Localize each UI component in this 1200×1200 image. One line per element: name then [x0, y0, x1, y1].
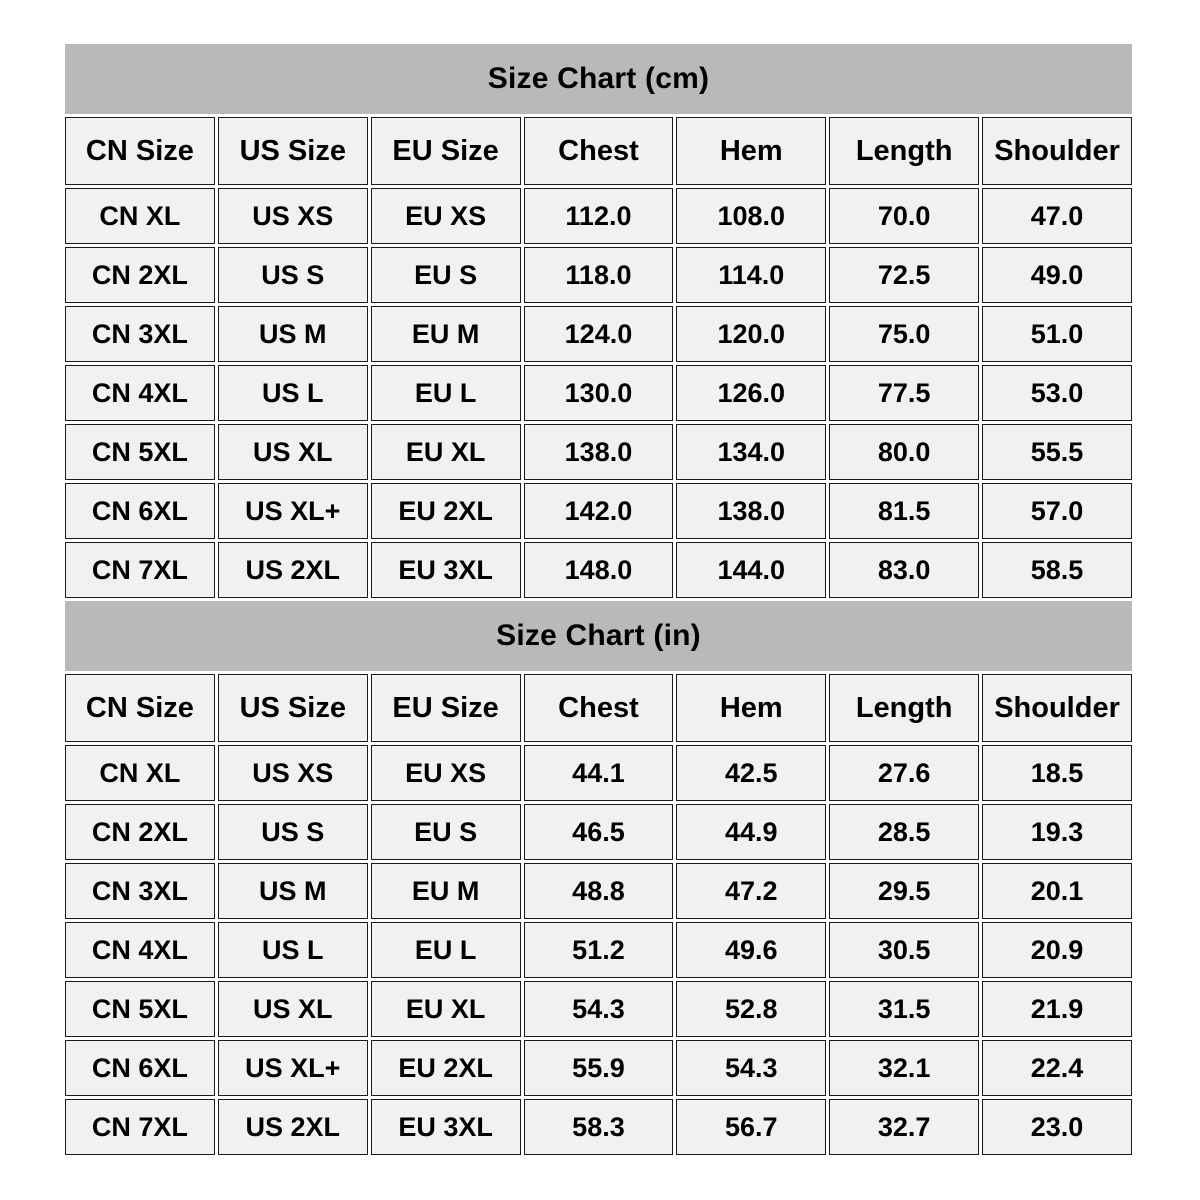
table-cell: 134.0: [676, 424, 826, 480]
table-cell: 29.5: [829, 863, 979, 919]
table-cell: 54.3: [524, 981, 674, 1037]
table-row: [65, 863, 1132, 919]
table-cell: CN 2XL: [65, 247, 215, 303]
table-cell: 77.5: [829, 365, 979, 421]
table-cell: 138.0: [676, 483, 826, 539]
table-row: [65, 1099, 1132, 1155]
table-cell: 32.7: [829, 1099, 979, 1155]
table-cell: 52.8: [676, 981, 826, 1037]
table-row: [65, 247, 1132, 303]
table-cell: 44.1: [524, 745, 674, 801]
header-row-in: [65, 674, 1132, 742]
table-cell: 58.5: [982, 542, 1132, 598]
table-cell: EU XS: [371, 188, 521, 244]
table-cell: EU L: [371, 365, 521, 421]
table-cell: 30.5: [829, 922, 979, 978]
table-cell: US L: [218, 365, 368, 421]
table-row: [65, 804, 1132, 860]
table-cell: 70.0: [829, 188, 979, 244]
table-cell: EU 2XL: [371, 1040, 521, 1096]
header-row-cm: [65, 117, 1132, 185]
table-cell: 72.5: [829, 247, 979, 303]
table-cell: 56.7: [676, 1099, 826, 1155]
table-cell: CN 3XL: [65, 863, 215, 919]
table-cell: CN XL: [65, 745, 215, 801]
table-cell: 108.0: [676, 188, 826, 244]
table-cell: US XS: [218, 188, 368, 244]
table-cell: 142.0: [524, 483, 674, 539]
table-cell: EU 3XL: [371, 1099, 521, 1155]
column-header-shoulder: Shoulder: [982, 117, 1132, 185]
table-title-in: Size Chart (in): [65, 601, 1132, 671]
table-cell: 47.2: [676, 863, 826, 919]
table-cell: 81.5: [829, 483, 979, 539]
table-cell: 22.4: [982, 1040, 1132, 1096]
table-cell: 20.9: [982, 922, 1132, 978]
table-cell: CN XL: [65, 188, 215, 244]
table-cell: EU M: [371, 863, 521, 919]
table-cell: US S: [218, 804, 368, 860]
table-cell: 138.0: [524, 424, 674, 480]
table-cell: CN 7XL: [65, 542, 215, 598]
table-cell: 31.5: [829, 981, 979, 1037]
column-header-hem: Hem: [676, 117, 826, 185]
table-cell: 55.9: [524, 1040, 674, 1096]
table-cell: CN 6XL: [65, 483, 215, 539]
table-cell: CN 7XL: [65, 1099, 215, 1155]
table-cell: 49.6: [676, 922, 826, 978]
table-cell: US M: [218, 863, 368, 919]
table-cell: US M: [218, 306, 368, 362]
table-cell: 51.0: [982, 306, 1132, 362]
table-row: [65, 424, 1132, 480]
table-cell: 46.5: [524, 804, 674, 860]
column-header-eu-size: EU Size: [371, 117, 521, 185]
column-header-chest: Chest: [524, 674, 674, 742]
column-header-shoulder: Shoulder: [982, 674, 1132, 742]
size-chart-table: [62, 41, 1135, 1158]
table-cell: 19.3: [982, 804, 1132, 860]
table-row: [65, 981, 1132, 1037]
title-row-cm: [65, 44, 1132, 114]
table-cell: 57.0: [982, 483, 1132, 539]
table-cell: US XL+: [218, 483, 368, 539]
column-header-us-size: US Size: [218, 674, 368, 742]
table-cell: 47.0: [982, 188, 1132, 244]
table-cell: 58.3: [524, 1099, 674, 1155]
table-cell: 83.0: [829, 542, 979, 598]
table-cell: CN 4XL: [65, 365, 215, 421]
table-title-cm: Size Chart (cm): [65, 44, 1132, 114]
table-cell: US XL+: [218, 1040, 368, 1096]
table-cell: EU L: [371, 922, 521, 978]
table-cell: 21.9: [982, 981, 1132, 1037]
table-cell: US 2XL: [218, 1099, 368, 1155]
table-row: [65, 922, 1132, 978]
column-header-eu-size: EU Size: [371, 674, 521, 742]
column-header-length: Length: [829, 674, 979, 742]
table-cell: 32.1: [829, 1040, 979, 1096]
table-row: [65, 483, 1132, 539]
table-cell: 48.8: [524, 863, 674, 919]
table-cell: 28.5: [829, 804, 979, 860]
table-cell: 54.3: [676, 1040, 826, 1096]
table-cell: US L: [218, 922, 368, 978]
table-cell: EU XL: [371, 424, 521, 480]
table-cell: 126.0: [676, 365, 826, 421]
column-header-chest: Chest: [524, 117, 674, 185]
table-cell: CN 5XL: [65, 424, 215, 480]
table-cell: US 2XL: [218, 542, 368, 598]
table-cell: 27.6: [829, 745, 979, 801]
table-cell: 148.0: [524, 542, 674, 598]
table-row: [65, 1040, 1132, 1096]
table-cell: CN 6XL: [65, 1040, 215, 1096]
column-header-length: Length: [829, 117, 979, 185]
table-cell: 144.0: [676, 542, 826, 598]
table-cell: US XL: [218, 981, 368, 1037]
table-cell: 80.0: [829, 424, 979, 480]
table-row: [65, 306, 1132, 362]
table-cell: 53.0: [982, 365, 1132, 421]
table-cell: EU 2XL: [371, 483, 521, 539]
table-cell: 114.0: [676, 247, 826, 303]
table-row: [65, 365, 1132, 421]
table-cell: 118.0: [524, 247, 674, 303]
column-header-cn-size: CN Size: [65, 674, 215, 742]
table-cell: US XS: [218, 745, 368, 801]
table-cell: 112.0: [524, 188, 674, 244]
table-row: [65, 188, 1132, 244]
table-cell: 23.0: [982, 1099, 1132, 1155]
title-row-in: [65, 601, 1132, 671]
table-cell: CN 2XL: [65, 804, 215, 860]
table-cell: CN 5XL: [65, 981, 215, 1037]
table-cell: 49.0: [982, 247, 1132, 303]
column-header-cn-size: CN Size: [65, 117, 215, 185]
table-cell: 51.2: [524, 922, 674, 978]
column-header-hem: Hem: [676, 674, 826, 742]
table-cell: 42.5: [676, 745, 826, 801]
table-cell: 18.5: [982, 745, 1132, 801]
table-cell: EU S: [371, 247, 521, 303]
table-cell: CN 4XL: [65, 922, 215, 978]
table-cell: 75.0: [829, 306, 979, 362]
table-cell: CN 3XL: [65, 306, 215, 362]
table-cell: US XL: [218, 424, 368, 480]
table-cell: 124.0: [524, 306, 674, 362]
table-row: [65, 542, 1132, 598]
table-cell: EU XL: [371, 981, 521, 1037]
table-cell: 55.5: [982, 424, 1132, 480]
table-cell: US S: [218, 247, 368, 303]
table-cell: EU 3XL: [371, 542, 521, 598]
table-cell: EU XS: [371, 745, 521, 801]
column-header-us-size: US Size: [218, 117, 368, 185]
table-cell: 130.0: [524, 365, 674, 421]
table-cell: 120.0: [676, 306, 826, 362]
table-cell: EU S: [371, 804, 521, 860]
table-row: [65, 745, 1132, 801]
table-cell: 20.1: [982, 863, 1132, 919]
table-cell: 44.9: [676, 804, 826, 860]
table-cell: EU M: [371, 306, 521, 362]
